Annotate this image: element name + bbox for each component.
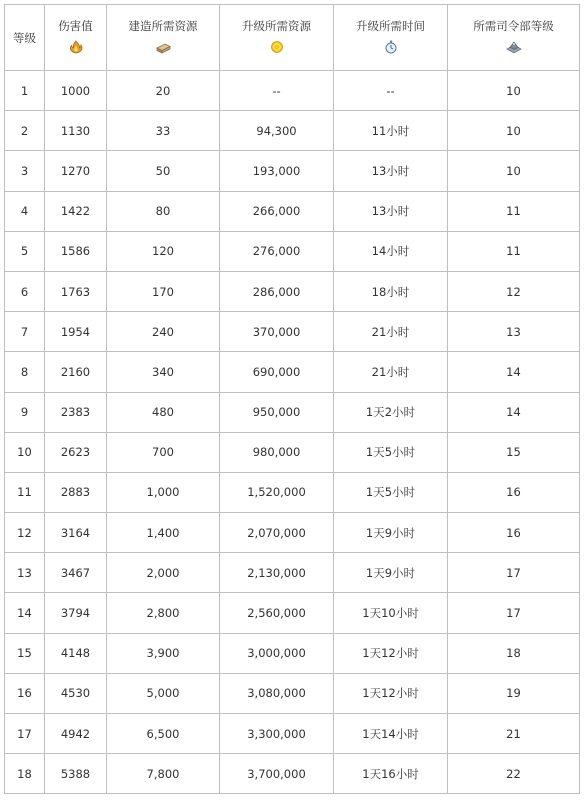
cell-hq-level: 11 [448,191,580,231]
cell-upgrade-resource: 690,000 [220,352,334,392]
headquarters-icon [506,40,522,54]
cell-upgrade-resource: 2,130,000 [220,553,334,593]
cell-build-resource: 170 [107,271,220,311]
cell-upgrade-time: 1天16小时 [334,754,448,794]
cell-level: 2 [5,111,45,151]
cell-hq-level: 10 [448,71,580,111]
cell-damage: 2160 [45,352,107,392]
cell-upgrade-resource: 193,000 [220,151,334,191]
cell-hq-level: 17 [448,593,580,633]
cell-hq-level: 14 [448,392,580,432]
cell-upgrade-time: 21小时 [334,352,448,392]
table-row [5,312,580,352]
cell-upgrade-time: 1天10小时 [334,593,448,633]
table-row [5,231,580,271]
cell-hq-level: 10 [448,111,580,151]
cell-hq-level: 19 [448,673,580,713]
cell-level: 9 [5,392,45,432]
cell-hq-level: 10 [448,151,580,191]
cell-hq-level: 11 [448,231,580,271]
cell-damage: 3467 [45,553,107,593]
cell-damage: 2623 [45,432,107,472]
cell-build-resource: 7,800 [107,754,220,794]
upgrade-table [4,4,580,794]
cell-build-resource: 50 [107,151,220,191]
table-row [5,714,580,754]
alloy-bar-icon [155,40,171,54]
table-row [5,593,580,633]
cell-upgrade-time: 1天14小时 [334,714,448,754]
cell-level: 14 [5,593,45,633]
cell-damage: 1586 [45,231,107,271]
cell-hq-level: 16 [448,472,580,512]
cell-upgrade-resource: 980,000 [220,432,334,472]
cell-upgrade-time: 11小时 [334,111,448,151]
cell-upgrade-resource: 3,300,000 [220,714,334,754]
cell-upgrade-resource: 2,560,000 [220,593,334,633]
table-row [5,754,580,794]
cell-build-resource: 80 [107,191,220,231]
cell-upgrade-time: 21小时 [334,312,448,352]
table-row [5,352,580,392]
cell-hq-level: 22 [448,754,580,794]
cell-level: 15 [5,633,45,673]
header-label: 建造所需资源 [128,19,198,33]
cell-build-resource: 6,500 [107,714,220,754]
table-row [5,151,580,191]
cell-damage: 3794 [45,593,107,633]
cell-build-resource: 340 [107,352,220,392]
cell-damage: 1000 [45,71,107,111]
cell-damage: 1270 [45,151,107,191]
cell-upgrade-resource: 276,000 [220,231,334,271]
cell-build-resource: 20 [107,71,220,111]
damage-fire-icon [68,40,84,54]
cell-upgrade-resource: 370,000 [220,312,334,352]
cell-build-resource: 1,400 [107,513,220,553]
header-level [5,5,45,71]
cell-hq-level: 21 [448,714,580,754]
header-upgrade-time [334,5,448,71]
cell-level: 1 [5,71,45,111]
cell-level: 12 [5,513,45,553]
cell-build-resource: 240 [107,312,220,352]
table-row [5,432,580,472]
cell-upgrade-time: -- [334,71,448,111]
cell-damage: 2383 [45,392,107,432]
cell-level: 10 [5,432,45,472]
cell-hq-level: 13 [448,312,580,352]
table-row [5,191,580,231]
stopwatch-icon [383,40,399,54]
header-row [5,5,580,71]
cell-upgrade-time: 14小时 [334,231,448,271]
table-row [5,71,580,111]
header-damage [45,5,107,71]
cell-upgrade-resource: 2,070,000 [220,513,334,553]
cell-build-resource: 480 [107,392,220,432]
header-upgrade-resource [220,5,334,71]
cell-build-resource: 2,800 [107,593,220,633]
cell-damage: 2883 [45,472,107,512]
header-label: 伤害值 [58,19,93,33]
cell-hq-level: 12 [448,271,580,311]
cell-upgrade-time: 13小时 [334,191,448,231]
cell-build-resource: 120 [107,231,220,271]
cell-damage: 1954 [45,312,107,352]
table-row [5,633,580,673]
cell-level: 6 [5,271,45,311]
table-row [5,111,580,151]
cell-level: 17 [5,714,45,754]
cell-upgrade-resource: 3,000,000 [220,633,334,673]
cell-damage: 4530 [45,673,107,713]
cell-damage: 1130 [45,111,107,151]
cell-build-resource: 3,900 [107,633,220,673]
cell-level: 4 [5,191,45,231]
table-row [5,513,580,553]
header-build-resource [107,5,220,71]
cell-upgrade-time: 18小时 [334,271,448,311]
cell-damage: 4148 [45,633,107,673]
cell-damage: 1422 [45,191,107,231]
cell-level: 8 [5,352,45,392]
cell-hq-level: 18 [448,633,580,673]
table-row [5,673,580,713]
cell-upgrade-resource: 3,080,000 [220,673,334,713]
header-label: 升级所需资源 [242,19,311,33]
cell-build-resource: 2,000 [107,553,220,593]
cell-hq-level: 16 [448,513,580,553]
cell-upgrade-resource: 1,520,000 [220,472,334,512]
cell-damage: 4942 [45,714,107,754]
table-row [5,553,580,593]
cell-upgrade-time: 1天9小时 [334,513,448,553]
cell-level: 18 [5,754,45,794]
cell-upgrade-resource: -- [220,71,334,111]
cell-level: 5 [5,231,45,271]
cell-damage: 5388 [45,754,107,794]
gold-coin-icon [269,40,285,54]
cell-level: 16 [5,673,45,713]
table-row [5,271,580,311]
cell-level: 3 [5,151,45,191]
cell-upgrade-time: 13小时 [334,151,448,191]
cell-damage: 1763 [45,271,107,311]
header-label: 等级 [13,30,36,45]
cell-upgrade-time: 1天5小时 [334,472,448,512]
cell-build-resource: 33 [107,111,220,151]
cell-hq-level: 17 [448,553,580,593]
cell-upgrade-resource: 950,000 [220,392,334,432]
cell-damage: 3164 [45,513,107,553]
cell-level: 7 [5,312,45,352]
cell-level: 13 [5,553,45,593]
cell-upgrade-time: 1天2小时 [334,392,448,432]
cell-upgrade-time: 1天5小时 [334,432,448,472]
cell-upgrade-resource: 266,000 [220,191,334,231]
cell-hq-level: 15 [448,432,580,472]
header-label: 升级所需时间 [356,19,425,33]
cell-build-resource: 700 [107,432,220,472]
table-row [5,472,580,512]
cell-level: 11 [5,472,45,512]
cell-upgrade-time: 1天12小时 [334,633,448,673]
cell-build-resource: 1,000 [107,472,220,512]
header-hq-level [448,5,580,71]
table-row [5,392,580,432]
cell-upgrade-resource: 286,000 [220,271,334,311]
cell-upgrade-resource: 3,700,000 [220,754,334,794]
cell-upgrade-resource: 94,300 [220,111,334,151]
cell-hq-level: 14 [448,352,580,392]
header-label: 所需司令部等级 [473,19,554,33]
cell-build-resource: 5,000 [107,673,220,713]
cell-upgrade-time: 1天9小时 [334,553,448,593]
cell-upgrade-time: 1天12小时 [334,673,448,713]
